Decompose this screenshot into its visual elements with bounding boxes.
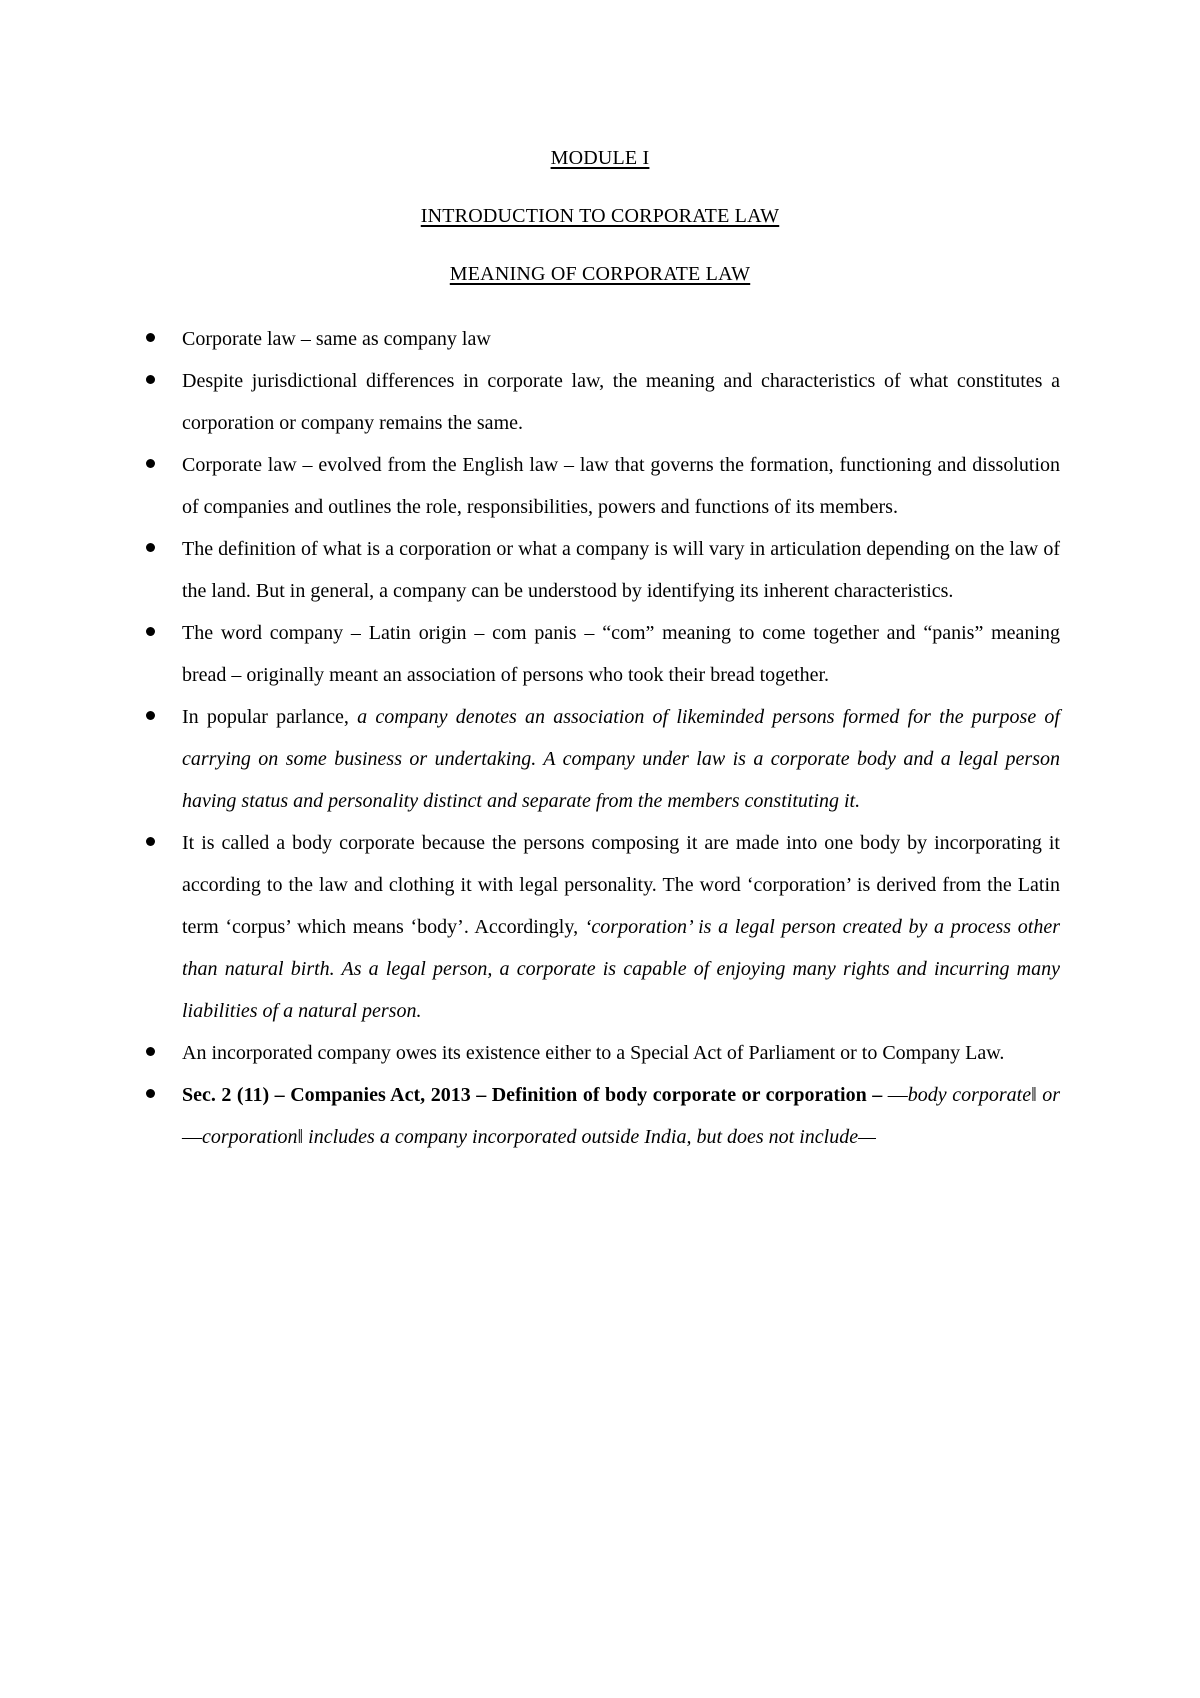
list-item-italic-text: a company denotes an association of likeminded persons formed for the purpose of carrying on some business or undertaking. A company under law is a corporate body and a legal person having status and personality distinct and separate from the members constituting it. <box>182 706 1060 812</box>
list-item-text: Corporate law – same as company law <box>182 328 491 350</box>
bullet-icon <box>146 459 155 468</box>
list-item-text: An incorporated company owes its existence either to a Special Act of Parliament or to Company Law. <box>182 1042 1005 1064</box>
list-item-text: The word company – Latin origin – com panis – “com” meaning to come together and “panis” meaning bread – originally meant an association of persons who took their bread together. <box>182 622 1060 686</box>
bullet-icon <box>146 1089 155 1098</box>
definition-italic-text: ―body corporate‖ or ―corporation‖ includes a company incorporated outside India, but does not include— <box>182 1084 1061 1148</box>
list-item <box>182 444 1060 528</box>
list-item <box>182 1032 1060 1074</box>
bullet-icon <box>146 837 155 846</box>
meaning-heading: MEANING OF CORPORATE LAW <box>449 263 751 285</box>
bullet-icon <box>146 627 155 636</box>
bullet-icon <box>146 1047 155 1056</box>
bullet-icon <box>146 543 155 552</box>
list-item-italic-text: ‘corporation’ is a legal person created by a process other than natural birth. As a legal person, a corporate is capable of enjoying many rights and incurring many liabilities of a natural person. <box>182 916 1060 1022</box>
list-item-text: Despite jurisdictional differences in corporate law, the meaning and characteristics of what constitutes a corporation or company remains the same. <box>182 370 1060 434</box>
list-item-text: It is called a body corporate because the persons composing it are made into one body by incorporating it according to the law and clothing it with legal personality. The word ‘corporation’ is derived from the Latin term ‘corpus’ which means ‘body’. Accordingly, <box>182 832 1060 938</box>
list-item-lead-text: In popular parlance, <box>182 706 358 728</box>
section-reference-text: Sec. 2 (11) – Companies Act, 2013 – Definition of body corporate or corporation – <box>182 1084 883 1106</box>
list-item <box>182 822 1060 1032</box>
bullet-icon <box>146 375 155 384</box>
list-item <box>182 612 1060 696</box>
bullet-icon <box>146 711 155 720</box>
list-item <box>182 360 1060 444</box>
list-item-text: The definition of what is a corporation or what a company is will vary in articulation depending on the law of the land. But in general, a company can be understood by identifying its inherent characteristics. <box>182 538 1060 602</box>
list-item-section-definition <box>182 1074 1060 1158</box>
list-item <box>182 318 1060 360</box>
module-heading: MODULE I <box>550 147 650 169</box>
list-item <box>182 696 1060 822</box>
bullet-list <box>0 318 1200 1158</box>
list-item-text: Corporate law – evolved from the English law – law that governs the formation, functioning and dissolution of companies and outlines the role, responsibilities, powers and functions of its members. <box>182 454 1060 518</box>
introduction-heading: INTRODUCTION TO CORPORATE LAW <box>420 205 780 227</box>
bullet-icon <box>146 333 155 342</box>
list-item <box>182 528 1060 612</box>
